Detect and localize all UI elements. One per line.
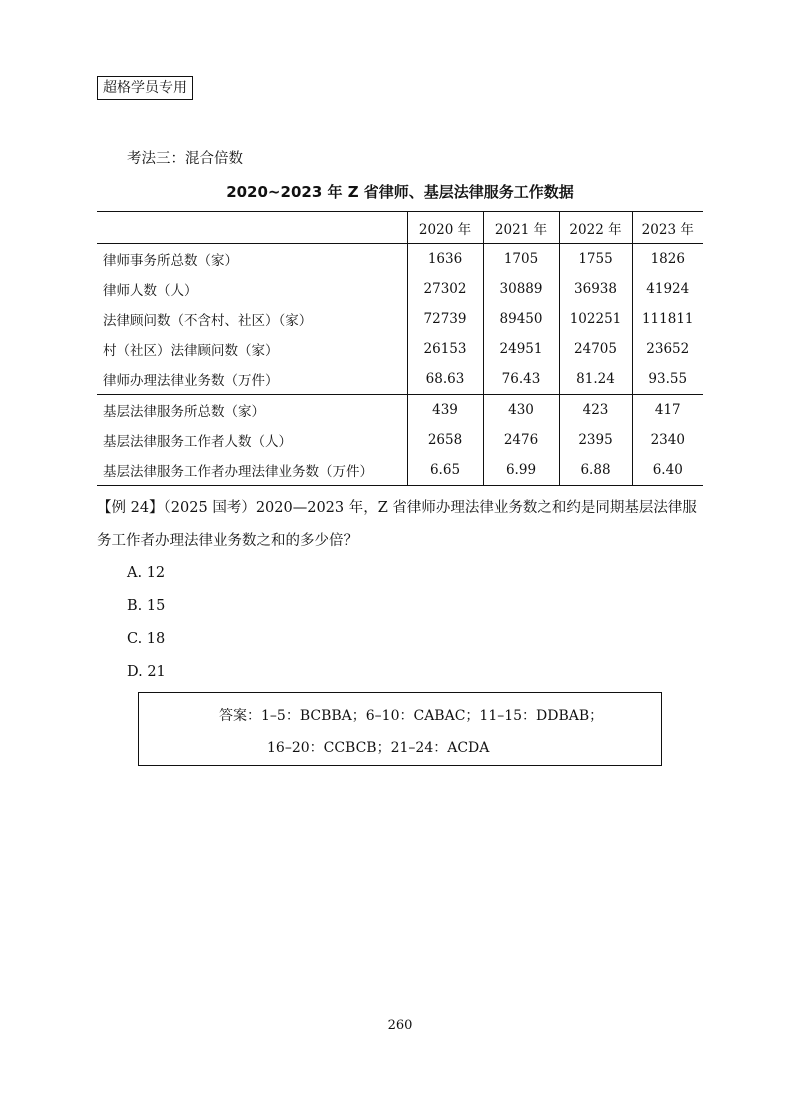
cell-value: 93.55 xyxy=(632,364,703,395)
cell-value: 76.43 xyxy=(483,364,559,395)
cell-value: 36938 xyxy=(559,274,632,304)
row-label: 律师办理法律业务数（万件） xyxy=(103,373,279,389)
cell-value: 6.65 xyxy=(407,455,483,486)
cell-value: 102251 xyxy=(559,304,632,334)
cell-value: 1705 xyxy=(483,244,559,275)
header-year-2022: 2022 年 xyxy=(559,212,632,244)
cell-value: 27302 xyxy=(407,274,483,304)
table-row xyxy=(97,425,703,455)
cell-value: 41924 xyxy=(632,274,703,304)
cell-value: 2340 xyxy=(632,425,703,455)
cell-value: 26153 xyxy=(407,334,483,364)
cell-value: 81.24 xyxy=(559,364,632,395)
cell-value: 423 xyxy=(559,395,632,426)
row-label: 法律顾问数（不含村、社区）（家） xyxy=(103,313,313,329)
table-row xyxy=(97,244,703,275)
cell-value: 72739 xyxy=(407,304,483,334)
cell-value: 417 xyxy=(632,395,703,426)
page-number: 260 xyxy=(387,1018,413,1033)
table-row xyxy=(97,274,703,304)
cell-value: 24951 xyxy=(483,334,559,364)
cell-value: 2658 xyxy=(407,425,483,455)
cell-value: 2395 xyxy=(559,425,632,455)
header-year-2020: 2020 年 xyxy=(407,212,483,244)
cell-value: 68.63 xyxy=(407,364,483,395)
cell-value: 24705 xyxy=(559,334,632,364)
row-label: 村（社区）法律顾问数（家） xyxy=(103,343,279,359)
cell-value: 1636 xyxy=(407,244,483,275)
table-row xyxy=(97,395,703,426)
row-label: 基层法律服务所总数（家） xyxy=(97,395,407,426)
cell-value: 6.40 xyxy=(632,455,703,486)
header-label-cell xyxy=(97,212,407,244)
table-row xyxy=(97,455,703,486)
cell-value: 430 xyxy=(483,395,559,426)
cell-value: 111811 xyxy=(632,304,703,334)
cell-value: 30889 xyxy=(483,274,559,304)
table-header-row xyxy=(97,212,703,244)
table-title: 2020~2023 年 Z 省律师、基层法律服务工作数据 xyxy=(226,183,574,201)
option-b: B. 15 xyxy=(127,598,166,614)
row-label: 律师人数（人） xyxy=(103,283,198,299)
row-label: 律师事务所总数（家） xyxy=(103,253,238,269)
question-text: 【例 24】（2025 国考）2020—2023 年，Z 省律师办理法律业务数之和约是同期基层法律服务工作者办理法律业务数之和的多少倍？ xyxy=(97,500,697,549)
row-label: 基层法律服务工作者办理法律业务数（万件） xyxy=(97,455,407,486)
header-year-2021: 2021 年 xyxy=(483,212,559,244)
section-title: 考法三：混合倍数 xyxy=(127,151,243,167)
header-year-2023: 2023 年 xyxy=(632,212,703,244)
cell-value: 23652 xyxy=(632,334,703,364)
cell-value: 6.88 xyxy=(559,455,632,486)
option-a: A. 12 xyxy=(127,565,166,581)
table-row xyxy=(97,364,703,395)
option-d: D. 21 xyxy=(127,664,166,680)
table-row xyxy=(97,334,703,364)
cell-value: 1755 xyxy=(559,244,632,275)
data-table xyxy=(97,211,703,486)
option-c: C. 18 xyxy=(127,631,166,647)
row-label: 基层法律服务工作者人数（人） xyxy=(103,434,292,450)
answer-line-1: 答案：1–5：BCBBA；6–10：CABAC；11–15：DDBAB； xyxy=(219,708,604,724)
table-row xyxy=(97,304,703,334)
answer-line-2: 16–20：CCBCB；21–24：ACDA xyxy=(267,740,490,756)
cell-value: 89450 xyxy=(483,304,559,334)
student-only-stamp: 超格学员专用 xyxy=(97,76,193,100)
cell-value: 439 xyxy=(407,395,483,426)
answer-box xyxy=(138,692,662,766)
cell-value: 2476 xyxy=(483,425,559,455)
cell-value: 1826 xyxy=(632,244,703,275)
cell-value: 6.99 xyxy=(483,455,559,486)
